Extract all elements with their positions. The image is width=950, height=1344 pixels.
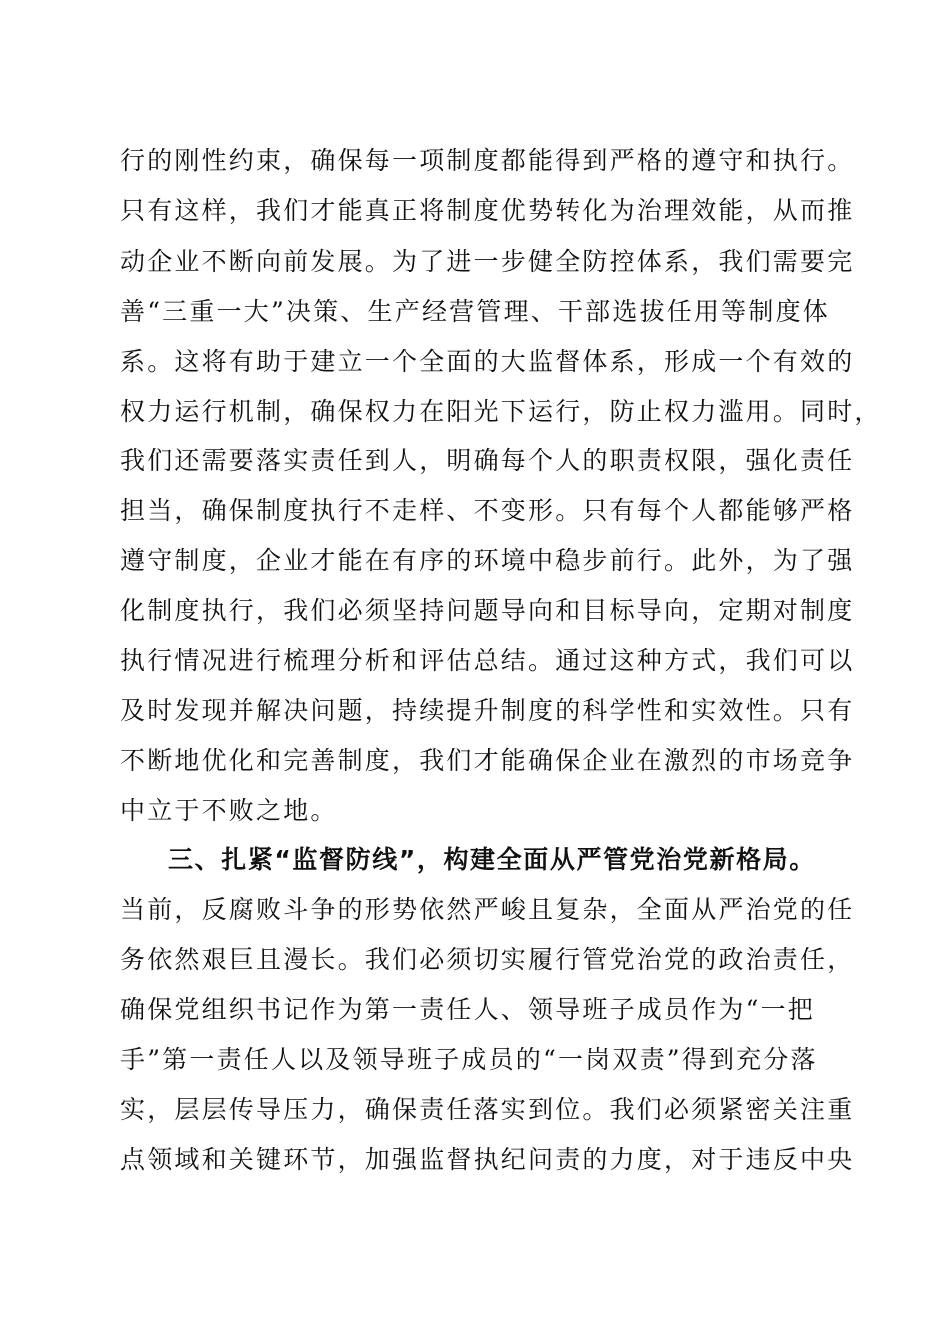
paragraph-line: 遵守制度，企业才能在有序的环境中稳步前行。此外，为了强 <box>120 546 855 575</box>
paragraph-line: 化制度执行，我们必须坚持问题导向和目标导向，定期对制度 <box>120 596 855 625</box>
paragraph-line: 手”第一责任人以及领导班子成员的“一岗双责”得到充分落 <box>120 1045 818 1074</box>
paragraph-line: 当前，反腐败斗争的形势依然严峻且复杂，全面从严治党的任 <box>120 895 855 924</box>
paragraph-line: 及时发现并解决问题，持续提升制度的科学性和实效性。只有 <box>120 696 855 725</box>
paragraph-line: 担当，确保制度执行不走样、不变形。只有每个人都能够严格 <box>120 496 855 525</box>
paragraph-line: 执行情况进行梳理分析和评估总结。通过这种方式，我们可以 <box>120 646 855 675</box>
paragraph-line: 不断地优化和完善制度，我们才能确保企业在激烈的市场竞争 <box>120 746 855 775</box>
paragraph-line: 权力运行机制，确保权力在阳光下运行，防止权力滥用。同时， <box>120 397 882 426</box>
paragraph-line: 我们还需要落实责任到人，明确每个人的职责权限，强化责任 <box>120 446 855 475</box>
paragraph-line: 实，层层传导压力，确保责任落实到位。我们必须紧密关注重 <box>120 1095 855 1124</box>
paragraph-line: 善“三重一大”决策、生产经营管理、干部选拔任用等制度体 <box>120 297 830 326</box>
paragraph-line: 点领域和关键环节，加强监督执纪问责的力度，对于违反中央 <box>120 1145 855 1174</box>
section-heading: 三、扎紧“监督防线”，构建全面从严管党治党新格局。 <box>168 845 816 874</box>
paragraph-line: 行的刚性约束，确保每一项制度都能得到严格的遵守和执行。 <box>120 146 855 175</box>
paragraph-line: 务依然艰巨且漫长。我们必须切实履行管党治党的政治责任， <box>120 945 855 974</box>
paragraph-line: 系。这将有助于建立一个全面的大监督体系，形成一个有效的 <box>120 347 855 376</box>
paragraph-line: 动企业不断向前发展。为了进一步健全防控体系，我们需要完 <box>120 247 855 276</box>
paragraph-line: 中立于不败之地。 <box>120 796 338 825</box>
paragraph-line: 确保党组织书记作为第一责任人、领导班子成员作为“一把 <box>120 995 815 1024</box>
paragraph-line: 只有这样，我们才能真正将制度优势转化为治理效能，从而推 <box>120 196 855 225</box>
